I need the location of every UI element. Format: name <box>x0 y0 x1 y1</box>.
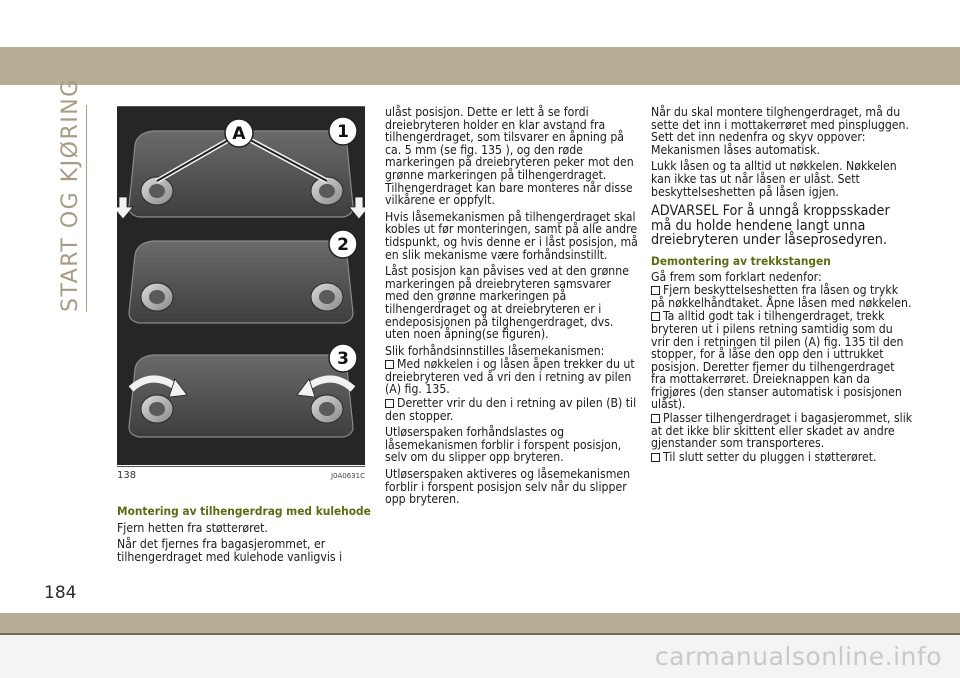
paragraph: Slik forhåndsinnstilles låsemekanismen: <box>385 343 605 358</box>
column-1 <box>117 505 372 567</box>
list-item <box>385 358 638 396</box>
panel-3 <box>129 355 353 437</box>
page-number: 184 <box>44 583 77 603</box>
callout-a-label: A <box>232 124 246 144</box>
watermark: carmanualsonline.info <box>654 642 942 671</box>
step-text: Plasser tilhengerdraget i bagasjerommet, slik at det ikke blir skittent eller skadet av andre gjenstander som transporteres. <box>651 411 913 451</box>
callout-2 <box>329 230 357 258</box>
paragraph: Fjern hetten fra støtterøret. <box>117 520 268 535</box>
paragraph: Når du skal montere tilghengerdraget, må du sette det inn i mottakerrøret med pinspluggen. Sett det inn nedenfra og skyv oppover: Mekanismen låses automatisk. <box>651 105 909 157</box>
figure-bottom-rule <box>117 466 365 467</box>
section-heading-mounting: Montering av tilhengerdrag med kulehode <box>117 504 371 518</box>
callout-2-label: 2 <box>337 235 349 255</box>
paragraph: Når det fjernes fra bagasjerommet, er tilhengerdraget med kulehode vanligvis i <box>117 537 343 564</box>
figure-138 <box>117 106 365 481</box>
step-text: Med nøkkelen i og låsen åpen trekker du ut dreiebryteren ved å vri den i retning av pilen (A) fig. 135. <box>385 357 635 397</box>
list-item <box>385 397 638 422</box>
paragraph: ulåst posisjon. Dette er lett å se fordi dreiebryteren holder en klar avstand fra tilhengerdraget, som tilsvarer en åpning på ca. 5 mm (se fig. 135 ), og den røde markeringen på dreiebryteren peker mot den grønne markeringen på tilhengerdraget. Tilhengerdraget kan bare monteres når disse vilkårene er oppfylt. <box>385 105 634 208</box>
step-text: Deretter vrir du den i retning av pilen (B) til den stopper. <box>385 396 637 423</box>
column-3 <box>651 106 913 467</box>
step-text: Fjern beskyttelseshetten fra låsen og trykk på nøkkelhåndtaket. Åpne låsen med nøkkelen. <box>651 283 912 310</box>
tow-hitch-illustration <box>117 107 365 465</box>
paragraph: Låst posisjon kan påvises ved at den grønne markeringen på dreiebryteren samsvarer med den grønne markeringen på tilhengerdraget og at dreiebryteren er i endeposisjonen på tilghengerdraget, dvs. uten noen åpning(se figuren). <box>385 264 629 342</box>
checkbox-icon <box>651 312 660 321</box>
figure-code: J0A0631C <box>330 472 365 480</box>
panel-2 <box>129 241 353 323</box>
paragraph: Gå frem som forklart nedenfor: <box>651 269 822 284</box>
callout-3-label: 3 <box>337 349 349 369</box>
top-band <box>0 47 960 85</box>
list-item <box>651 451 913 464</box>
paragraph: Hvis låsemekanismen på tilhengerdraget skal kobles ut før monteringen, samt på alle andre tidspunkt, og hvis denne er i låst posisjon, må en slik mekanisme være forhåndsinstillt. <box>385 209 638 262</box>
list-item <box>651 310 913 411</box>
callout-3 <box>329 344 357 372</box>
callout-1 <box>329 117 357 145</box>
list-item <box>651 284 913 309</box>
list-item <box>651 412 913 450</box>
warning-text: ADVARSEL For å unngå kroppsskader må du holde hendene langt unna dreiebryteren under låseprosedyren. <box>651 203 890 249</box>
chapter-rule <box>86 105 87 312</box>
column-2 <box>385 106 638 510</box>
bottom-band <box>0 613 960 633</box>
step-text: Til slutt setter du pluggen i støtterøret. <box>663 449 877 464</box>
paragraph: Utløserspaken aktiveres og låsemekanismen forblir i forspent posisjon selv når du slipper opp bryteren. <box>385 467 631 507</box>
checkbox-icon <box>385 399 394 408</box>
checkbox-icon <box>651 414 660 423</box>
checkbox-icon <box>651 286 660 295</box>
checkbox-icon <box>651 453 660 462</box>
checkbox-icon <box>385 360 394 369</box>
chapter-title: START OG KJØRING <box>58 78 83 312</box>
paragraph: Utløserspaken forhåndslastes og låsemekanismen forblir i forspent posisjon, selv om du slipper opp bryteren. <box>385 425 622 465</box>
figure-number: 138 <box>117 470 137 481</box>
callout-1-label: 1 <box>337 122 349 142</box>
paragraph: Lukk låsen og ta alltid ut nøkkelen. Nøkkelen kan ikke tas ut når låsen er ulåst. Sett beskyttelseshetten på låsen igjen. <box>651 159 897 199</box>
section-heading-removal: Demontering av trekkstangen <box>651 253 831 268</box>
step-text: Ta alltid godt tak i tilhengerdraget, trekk bryteren ut i pilens retning samtidig som du vrir den i retningen til pilen (A) fig. 135 til den stopper, for å låse den opp den i uttrukket posisjon. Deretter fjerner du tilhengerdraget fra mottakerrøret. Dreieknappen kan da frigjøres (den stanser automatisk i posisjonen ulåst). <box>651 309 904 412</box>
callout-a <box>225 119 253 147</box>
